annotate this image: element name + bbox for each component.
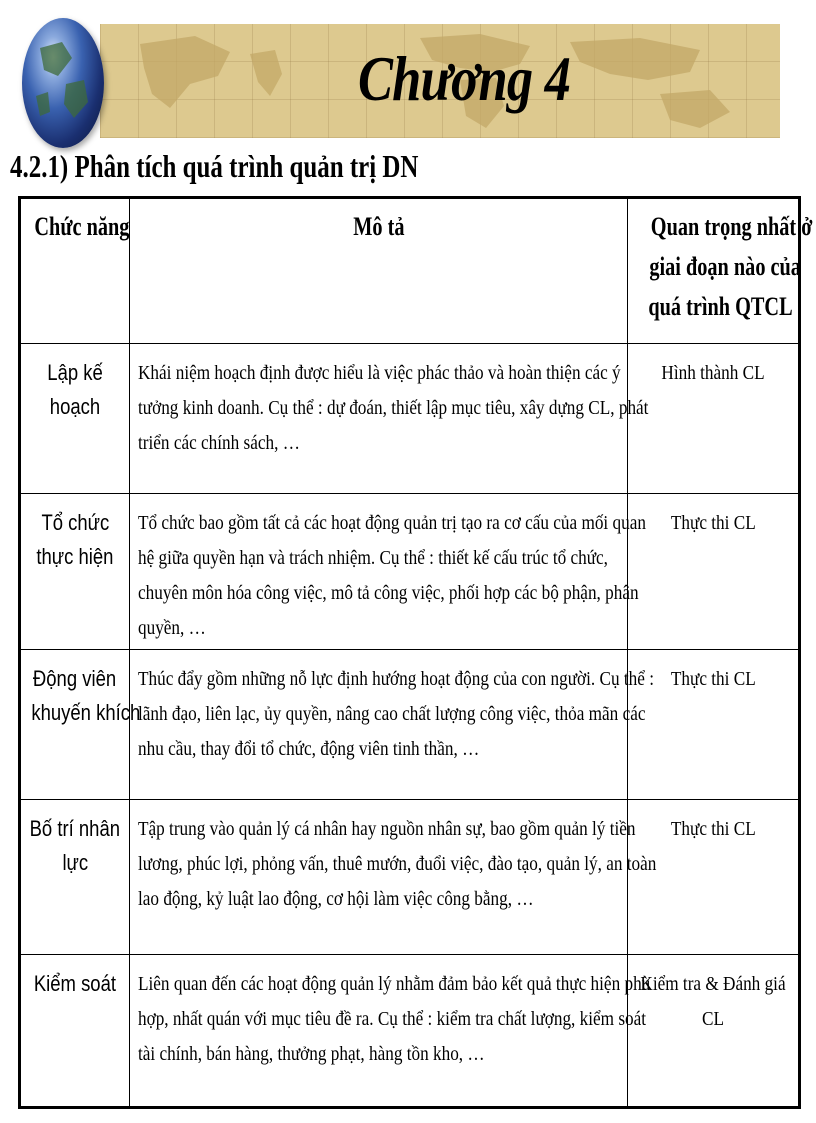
process-table (18, 196, 813, 1109)
table-row (20, 494, 800, 650)
table-row (20, 650, 800, 800)
function-cell: Tổ chức thực hiện (20, 494, 130, 650)
description-cell: Tổ chức bao gồm tất cả các hoạt động quản trị tạo ra cơ cấu của mối quan hệ giữa quyền hạn và trách nhiệm. Cụ thể : thiết kế cấu trúc tổ chức, chuyên môn hóa công việc, mô tả công việc, phối hợp các bộ phận, phân quyền, … (130, 494, 628, 650)
description-cell: Tập trung vào quản lý cá nhân hay nguồn nhân sự, bao gồm quản lý tiền lương, phúc lợi, phỏng vấn, thuê mướn, đuổi việc, đào tạo, quản lý, an toàn lao động, kỷ luật lao động, cơ hội làm việc công bằng, … (130, 800, 628, 955)
description-cell: Thúc đẩy gồm những nỗ lực định hướng hoạt động của con người. Cụ thể : lãnh đạo, liên lạc, ủy quyền, nâng cao chất lượng công việc, thỏa mãn các nhu cầu, thay đổi tổ chức, động viên tinh thần, … (130, 650, 628, 800)
chapter-title: Chương 4 (358, 43, 571, 114)
globe-image (22, 18, 104, 148)
function-cell: Động viên khuyến khích (20, 650, 130, 800)
description-cell: Khái niệm hoạch định được hiểu là việc phác thảo và hoàn thiện các ý tưởng kinh doanh. Cụ thể : dự đoán, thiết lập mục tiêu, xây dựng CL, phát triển các chính sách, … (130, 344, 628, 494)
description-cell: Liên quan đến các hoạt động quản lý nhằm đảm bảo kết quả thực hiện phù hợp, nhất quán với mục tiêu đề ra. Cụ thể : kiểm tra chất lượng, kiểm soát tài chính, bán hàng, thưởng phạt, hàng tồn kho, … (130, 955, 628, 1108)
section-heading: 4.2.1) Phân tích quá trình quản trị DN (10, 148, 419, 184)
stage-cell: Thực thi CL (628, 650, 800, 800)
function-cell: Lập kế hoạch (20, 344, 130, 494)
stage-cell: Thực thi CL (628, 494, 800, 650)
stage-cell: Hình thành CL (628, 344, 800, 494)
stage-cell: Kiểm tra & Đánh giá CL (628, 955, 800, 1108)
function-cell: Kiểm soát (20, 955, 130, 1108)
table-row (20, 344, 800, 494)
table-row (20, 800, 800, 955)
column-header-description: Mô tả (130, 198, 628, 344)
stage-cell: Thực thi CL (628, 800, 800, 955)
function-cell: Bố trí nhân lực (20, 800, 130, 955)
table-row (20, 955, 800, 1108)
column-header-stage: Quan trọng nhất ở giai đoạn nào của quá trình QTCL (628, 198, 800, 344)
table-header-row (20, 198, 800, 344)
column-header-function: Chức năng (20, 198, 130, 344)
